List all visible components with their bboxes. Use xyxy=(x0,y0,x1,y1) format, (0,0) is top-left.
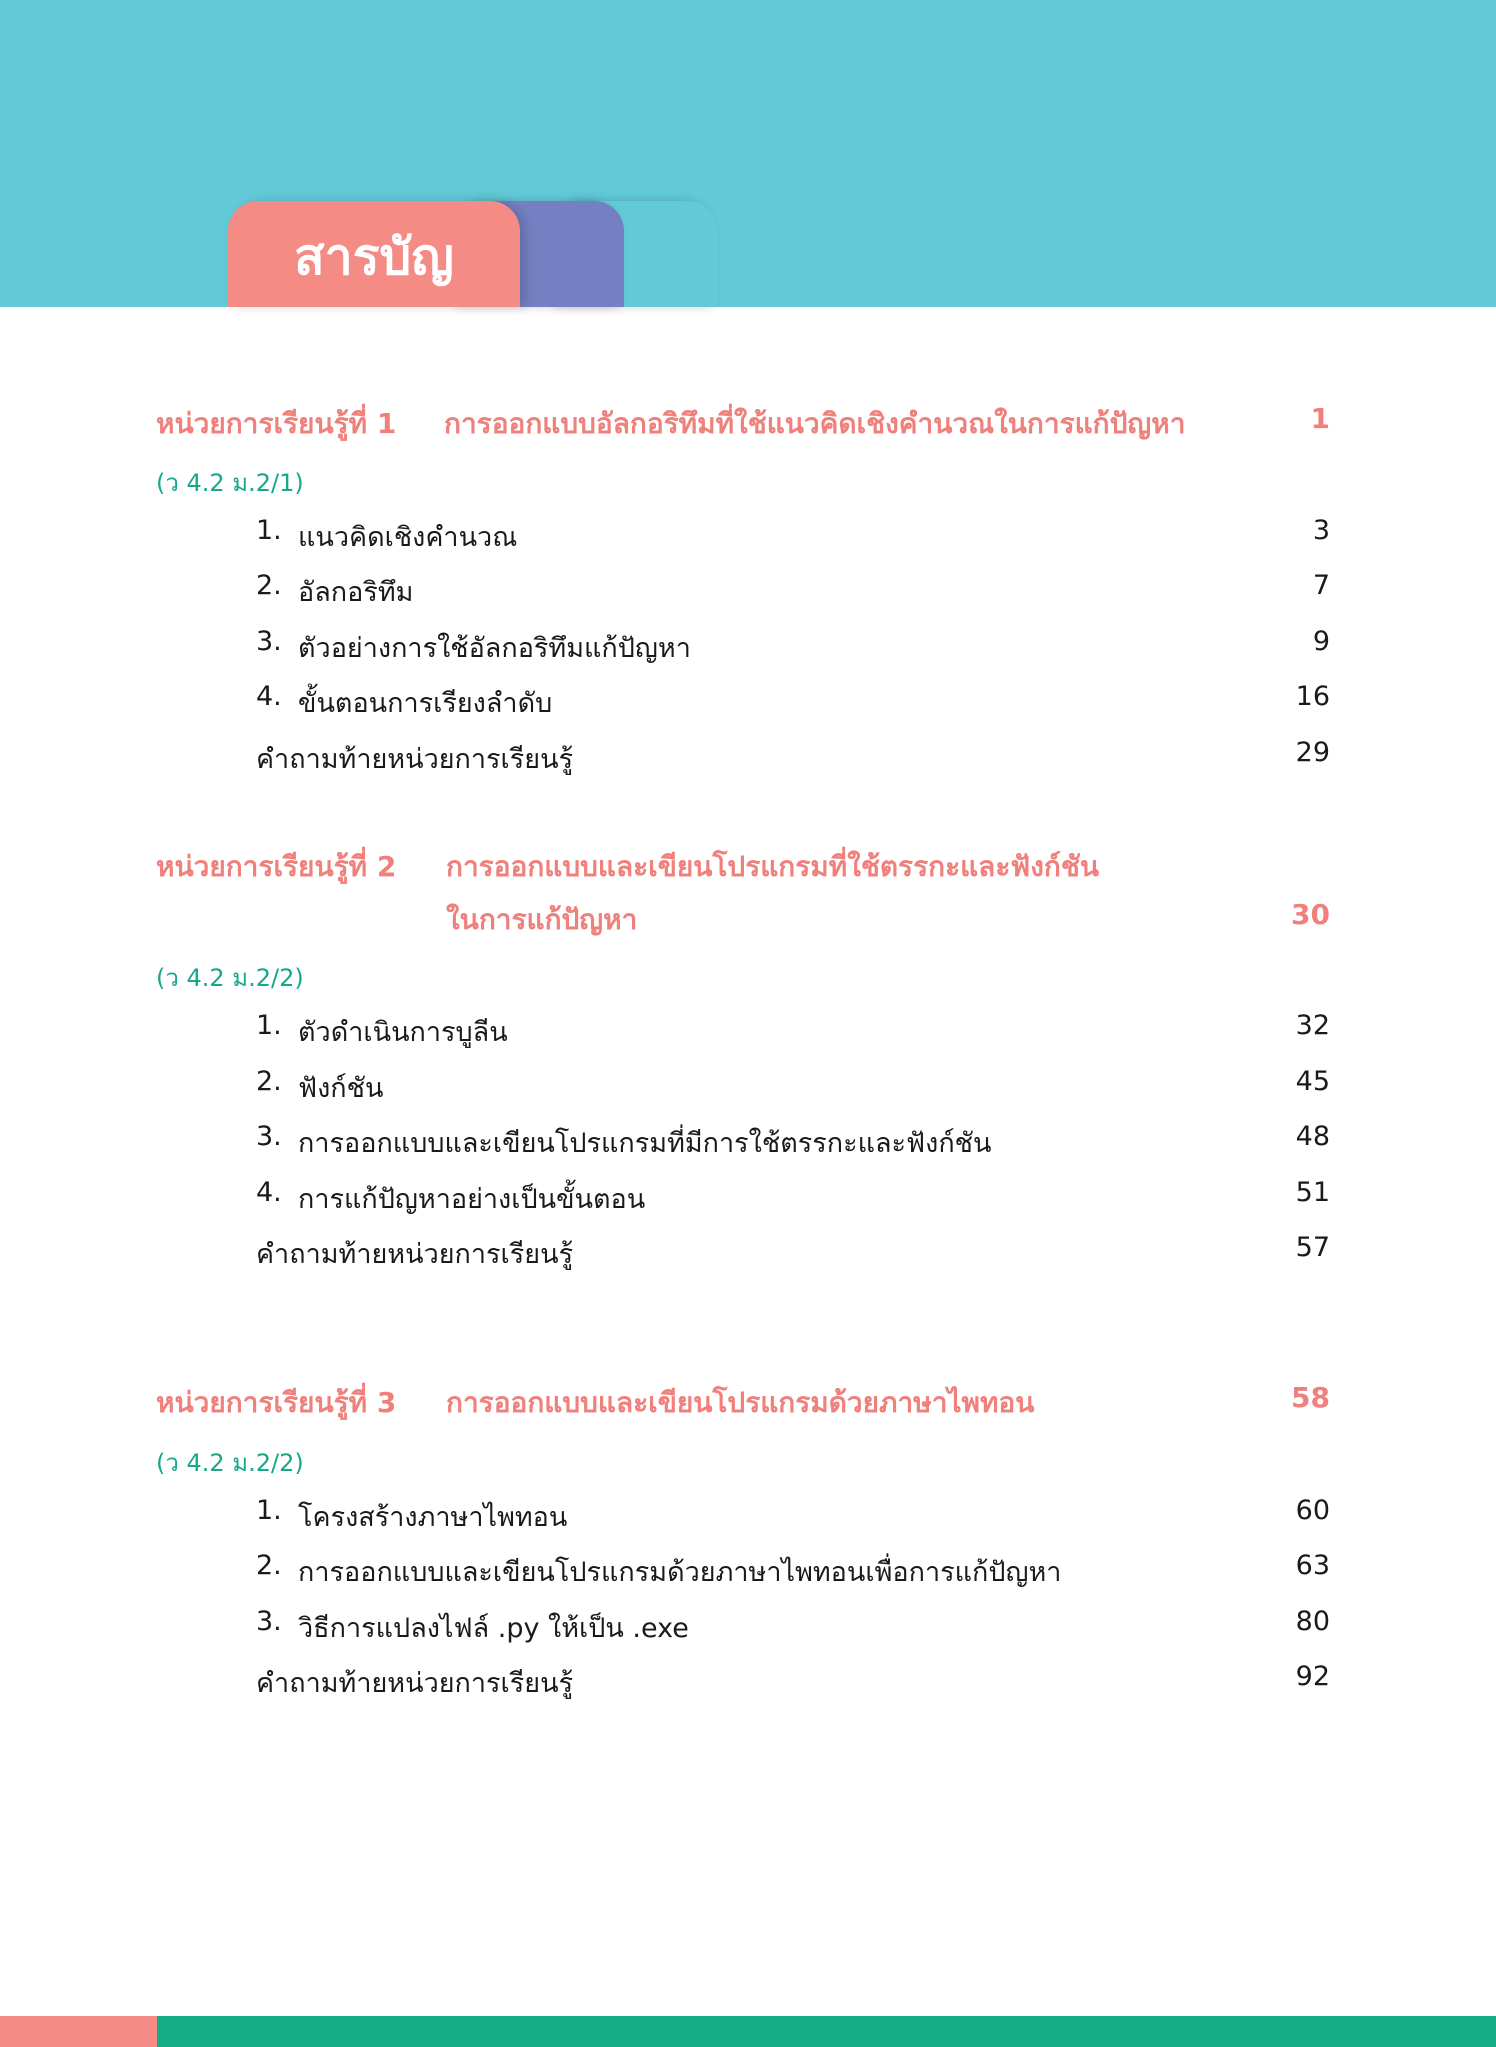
unit-2-heading[interactable] xyxy=(156,845,1330,940)
item-number: 1. xyxy=(256,1495,282,1526)
unit-2-standard: (ว 4.2 ม.2/2) xyxy=(156,964,304,992)
footer-bar-right xyxy=(157,2016,1496,2047)
item-number: 4. xyxy=(256,1177,282,1208)
item-page: 60 xyxy=(1295,1495,1330,1526)
unit-3-standard: (ว 4.2 ม.2/2) xyxy=(156,1449,304,1477)
unit-3-label: หน่วยการเรียนรู้ที่ 3 xyxy=(156,1386,397,1419)
unit-1-page: 1 xyxy=(1310,402,1330,435)
page-title: สารบัญ xyxy=(294,228,454,286)
item-page: 63 xyxy=(1295,1550,1330,1581)
unit-1-label: หน่วยการเรียนรู้ที่ 1 xyxy=(156,407,397,440)
item-number: 2. xyxy=(256,1066,282,1097)
item-page: 45 xyxy=(1295,1066,1330,1097)
unit-2-label: หน่วยการเรียนรู้ที่ 2 xyxy=(156,850,397,883)
unit-3-page: 58 xyxy=(1291,1381,1330,1414)
item-number: 4. xyxy=(256,681,282,712)
item-title: การออกแบบและเขียนโปรแกรมด้วยภาษาไพทอนเพื่อการแก้ปัญหา xyxy=(298,1557,1062,1588)
footer-bar-left xyxy=(0,2016,157,2047)
item-page: 32 xyxy=(1295,1010,1330,1041)
unit-3-heading[interactable] xyxy=(156,1381,1330,1421)
item-title: อัลกอริทึม xyxy=(298,577,414,608)
item-page: 16 xyxy=(1295,681,1330,712)
review-title: คำถามท้ายหน่วยการเรียนรู้ xyxy=(256,1239,574,1270)
item-page: 3 xyxy=(1312,515,1330,546)
header-band xyxy=(0,0,1496,307)
review-title: คำถามท้ายหน่วยการเรียนรู้ xyxy=(256,744,574,775)
item-title: ตัวดำเนินการบูลีน xyxy=(298,1017,508,1048)
review-page: 92 xyxy=(1295,1661,1330,1692)
item-title: ฟังก์ชัน xyxy=(298,1073,384,1104)
item-title: การแก้ปัญหาอย่างเป็นขั้นตอน xyxy=(298,1184,646,1215)
header-tab-coral xyxy=(228,201,520,307)
item-number: 1. xyxy=(256,515,282,546)
item-title: การออกแบบและเขียนโปรแกรมที่มีการใช้ตรรกะและฟังก์ชัน xyxy=(298,1128,992,1159)
item-page: 7 xyxy=(1312,570,1330,601)
item-number: 2. xyxy=(256,570,282,601)
item-title: ตัวอย่างการใช้อัลกอริทึมแก้ปัญหา xyxy=(298,633,691,664)
item-page: 9 xyxy=(1312,626,1330,657)
item-title: แนวคิดเชิงคำนวณ xyxy=(298,522,518,553)
unit-1-standard: (ว 4.2 ม.2/1) xyxy=(156,469,304,497)
item-page: 51 xyxy=(1295,1177,1330,1208)
item-title: โครงสร้างภาษาไพทอน xyxy=(298,1502,568,1533)
unit-1-title: การออกแบบอัลกอริทึมที่ใช้แนวคิดเชิงคำนวณในการแก้ปัญหา xyxy=(444,407,1186,440)
unit-2-page: 30 xyxy=(1291,898,1330,931)
review-title: คำถามท้ายหน่วยการเรียนรู้ xyxy=(256,1668,574,1699)
unit-3-title: การออกแบบและเขียนโปรแกรมด้วยภาษาไพทอน xyxy=(446,1386,1035,1419)
item-number: 1. xyxy=(256,1010,282,1041)
item-number: 2. xyxy=(256,1550,282,1581)
unit-2-title-line2: ในการแก้ปัญหา xyxy=(446,903,638,936)
item-title: ขั้นตอนการเรียงลำดับ xyxy=(298,688,553,719)
item-page: 48 xyxy=(1295,1121,1330,1152)
unit-1-heading[interactable] xyxy=(156,402,1330,442)
item-number: 3. xyxy=(256,1121,282,1152)
item-page: 80 xyxy=(1295,1606,1330,1637)
review-page: 29 xyxy=(1295,737,1330,768)
item-number: 3. xyxy=(256,626,282,657)
unit-2-title: การออกแบบและเขียนโปรแกรมที่ใช้ตรรกะและฟังก์ชัน xyxy=(446,850,1099,883)
item-number: 3. xyxy=(256,1606,282,1637)
item-title: วิธีการแปลงไฟล์ .py ให้เป็น .exe xyxy=(298,1613,689,1644)
review-page: 57 xyxy=(1295,1232,1330,1263)
